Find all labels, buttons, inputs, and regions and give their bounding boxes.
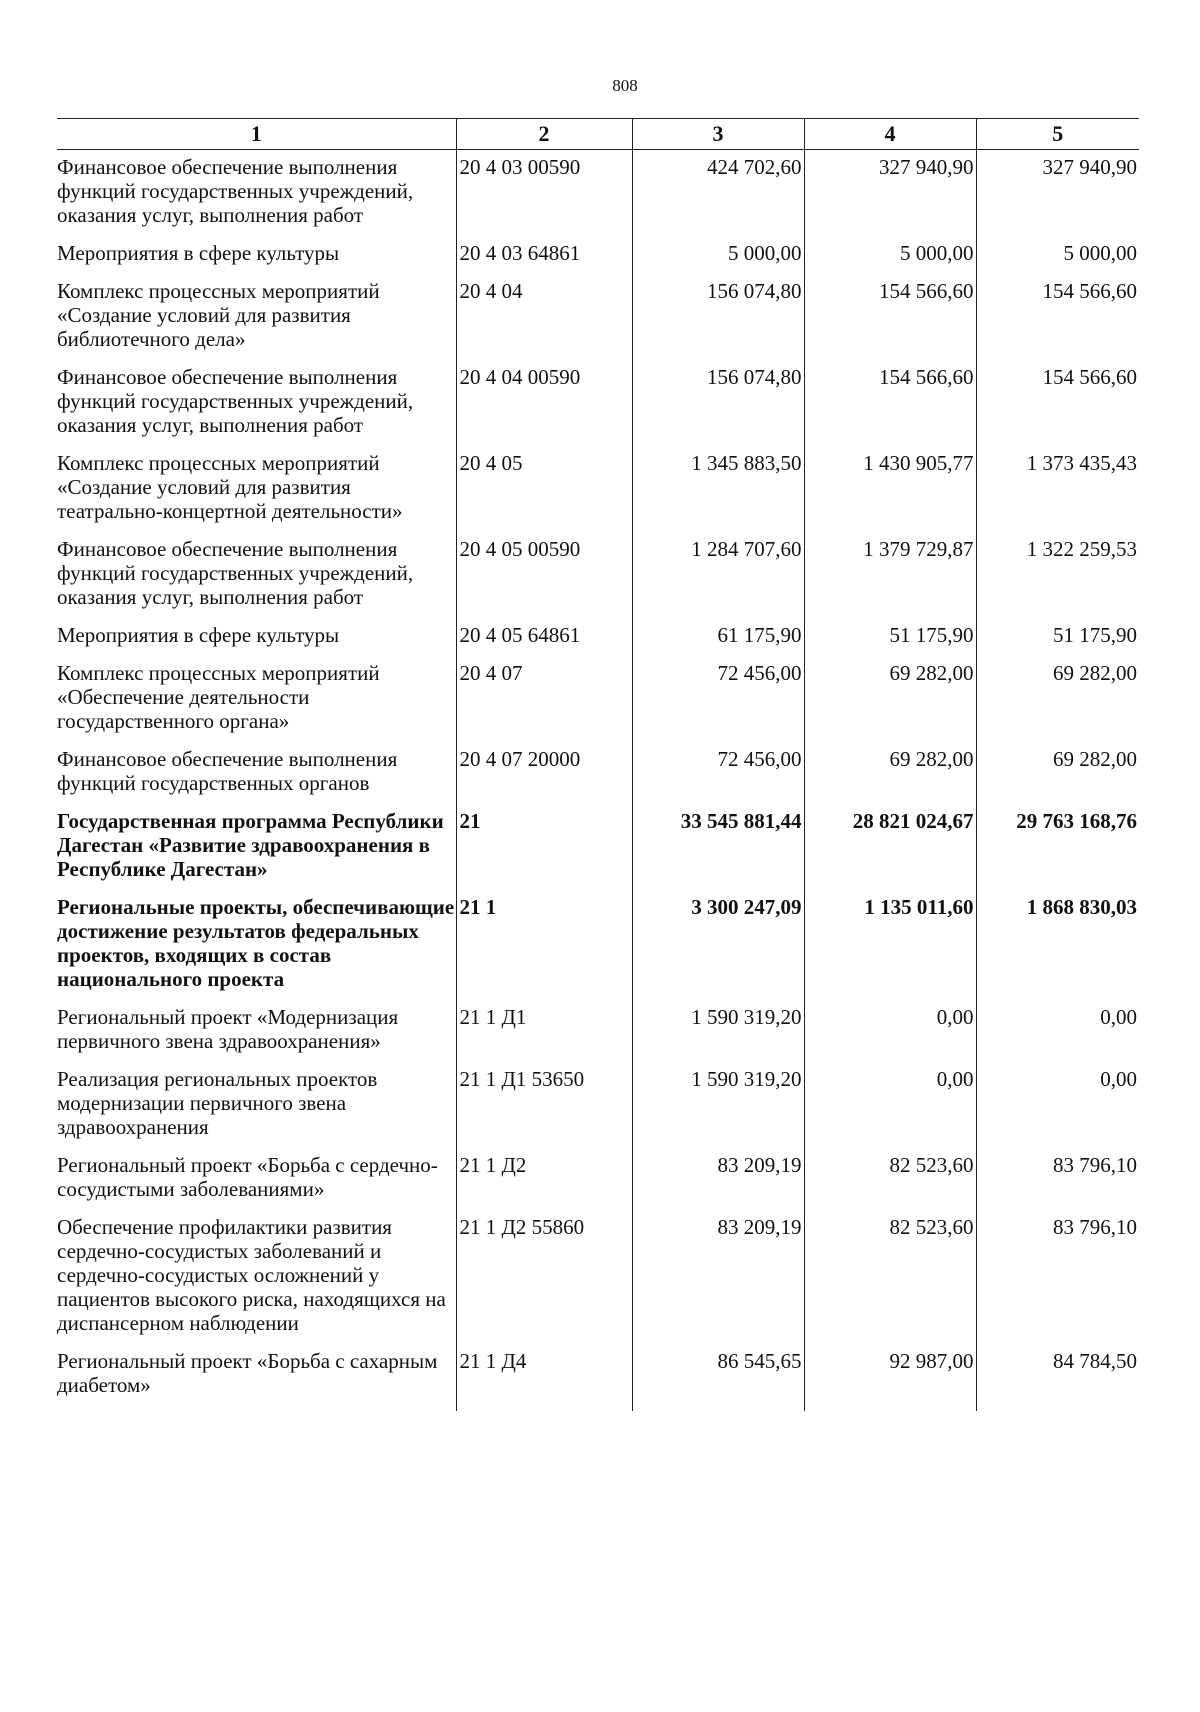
table-row [57,279,1139,365]
row-name-cell: Региональный проект «Модернизация первичного звена здравоохранения» [57,1005,399,1053]
row-value-col3-cell: 86 545,65 [632,1349,804,1411]
column-header-1: 1 [57,119,456,150]
row-value-col5-cell: 5 000,00 [976,241,1139,279]
row-value-col3-cell: 1 590 319,20 [632,1005,804,1067]
row-value-col4-cell: 1 379 729,87 [804,537,976,623]
table-row [57,809,1139,895]
row-value-col5-cell: 69 282,00 [976,747,1139,809]
row-code-cell: 20 4 07 20000 [456,747,632,809]
row-code-cell: 21 1 [456,895,632,1005]
row-code-cell: 20 4 04 00590 [456,365,632,451]
row-code-cell: 20 4 03 64861 [456,241,632,279]
row-value-col3-cell: 156 074,80 [632,279,804,365]
table-row [57,747,1139,809]
row-value-col5-cell: 0,00 [976,1067,1139,1153]
row-name-cell: Финансовое обеспечение выполнения функций государственных учреждений, оказания услуг, выполнения работ [57,365,414,437]
row-name-cell: Региональные проекты, обеспечивающие достижение результатов федеральных проектов, входящих в состав национального проекта [57,895,455,991]
row-code-cell: 20 4 05 64861 [456,623,632,661]
row-code-cell: 21 1 Д4 [456,1349,632,1411]
row-code-cell: 21 1 Д1 [456,1005,632,1067]
row-value-col3-cell: 72 456,00 [632,661,804,747]
table-row [57,661,1139,747]
row-name-cell: Мероприятия в сфере культуры [57,241,340,265]
row-value-col4-cell: 69 282,00 [804,661,976,747]
table-row [57,1153,1139,1215]
table-row [57,1349,1139,1411]
row-name-cell: Реализация региональных проектов модернизации первичного звена здравоохранения [57,1067,378,1139]
row-value-col4-cell: 28 821 024,67 [804,809,976,895]
row-value-col5-cell: 1 322 259,53 [976,537,1139,623]
row-value-col3-cell: 61 175,90 [632,623,804,661]
row-value-col5-cell: 83 796,10 [976,1153,1139,1215]
row-name-cell: Региональный проект «Борьба с сердечно-сосудистыми заболеваниями» [57,1153,438,1201]
table-row [57,1005,1139,1067]
row-name-cell: Обеспечение профилактики развития сердечно-сосудистых заболеваний и сердечно-сосудистых осложнений у пациентов высокого риска, находящихся на диспансерном наблюдении [57,1215,446,1335]
table-row [57,1215,1139,1349]
row-name-cell: Комплекс процессных мероприятий «Создание условий для развития библиотечного дела» [57,279,380,351]
row-name-cell: Региональный проект «Борьба с сахарным диабетом» [57,1349,438,1397]
column-header-4: 4 [804,119,976,150]
table-row [57,365,1139,451]
row-name-cell: Комплекс процессных мероприятий «Создание условий для развития театрально-концертной деятельности» [57,451,403,523]
row-value-col4-cell: 1 430 905,77 [804,451,976,537]
row-value-col5-cell: 51 175,90 [976,623,1139,661]
row-code-cell: 20 4 05 [456,451,632,537]
row-value-col3-cell: 1 345 883,50 [632,451,804,537]
table-row [57,451,1139,537]
row-code-cell: 20 4 04 [456,279,632,365]
row-value-col3-cell: 83 209,19 [632,1215,804,1349]
column-header-3: 3 [632,119,804,150]
row-value-col4-cell: 154 566,60 [804,279,976,365]
row-code-cell: 21 1 Д2 55860 [456,1215,632,1349]
row-name-cell: Мероприятия в сфере культуры [57,623,340,647]
row-value-col5-cell: 84 784,50 [976,1349,1139,1411]
row-value-col3-cell: 83 209,19 [632,1153,804,1215]
page-number: 808 [612,76,638,95]
row-value-col5-cell: 154 566,60 [976,365,1139,451]
column-header-5: 5 [976,119,1139,150]
table-row [57,895,1139,1005]
table-row [57,623,1139,661]
row-value-col3-cell: 1 590 319,20 [632,1067,804,1153]
table-body [57,150,1139,1412]
row-value-col3-cell: 72 456,00 [632,747,804,809]
column-header-2: 2 [456,119,632,150]
row-value-col5-cell: 29 763 168,76 [976,809,1139,895]
row-code-cell: 20 4 05 00590 [456,537,632,623]
row-value-col3-cell: 1 284 707,60 [632,537,804,623]
row-value-col4-cell: 5 000,00 [804,241,976,279]
row-value-col3-cell: 424 702,60 [632,150,804,242]
row-value-col4-cell: 1 135 011,60 [804,895,976,1005]
row-value-col4-cell: 51 175,90 [804,623,976,661]
row-value-col4-cell: 0,00 [804,1005,976,1067]
row-code-cell: 20 4 07 [456,661,632,747]
table-row [57,241,1139,279]
row-code-cell: 21 1 Д1 53650 [456,1067,632,1153]
row-value-col3-cell: 3 300 247,09 [632,895,804,1005]
row-value-col5-cell: 327 940,90 [976,150,1139,242]
row-value-col5-cell: 1 868 830,03 [976,895,1139,1005]
row-value-col5-cell: 1 373 435,43 [976,451,1139,537]
row-value-col3-cell: 156 074,80 [632,365,804,451]
table-header [57,119,1139,150]
row-value-col5-cell: 83 796,10 [976,1215,1139,1349]
row-value-col4-cell: 69 282,00 [804,747,976,809]
table-row [57,1067,1139,1153]
row-name-cell: Финансовое обеспечение выполнения функций государственных органов [57,747,398,795]
row-value-col5-cell: 0,00 [976,1005,1139,1067]
row-name-cell: Финансовое обеспечение выполнения функций государственных учреждений, оказания услуг, выполнения работ [57,537,414,609]
row-code-cell: 21 [456,809,632,895]
row-value-col4-cell: 327 940,90 [804,150,976,242]
row-value-col4-cell: 92 987,00 [804,1349,976,1411]
row-value-col3-cell: 5 000,00 [632,241,804,279]
header-row [57,119,1139,150]
row-value-col4-cell: 154 566,60 [804,365,976,451]
row-name-cell: Комплекс процессных мероприятий «Обеспечение деятельности государственного органа» [57,661,380,733]
row-code-cell: 21 1 Д2 [456,1153,632,1215]
row-name-cell: Государственная программа Республики Дагестан «Развитие здравоохранения в Республике Дагестан» [57,809,444,881]
table-row [57,150,1139,242]
table-row [57,537,1139,623]
row-value-col4-cell: 82 523,60 [804,1153,976,1215]
budget-table [57,118,1139,1411]
row-value-col4-cell: 82 523,60 [804,1215,976,1349]
row-code-cell: 20 4 03 00590 [456,150,632,242]
row-value-col5-cell: 69 282,00 [976,661,1139,747]
row-value-col5-cell: 154 566,60 [976,279,1139,365]
row-value-col4-cell: 0,00 [804,1067,976,1153]
row-value-col3-cell: 33 545 881,44 [632,809,804,895]
row-name-cell: Финансовое обеспечение выполнения функций государственных учреждений, оказания услуг, выполнения работ [57,155,414,227]
